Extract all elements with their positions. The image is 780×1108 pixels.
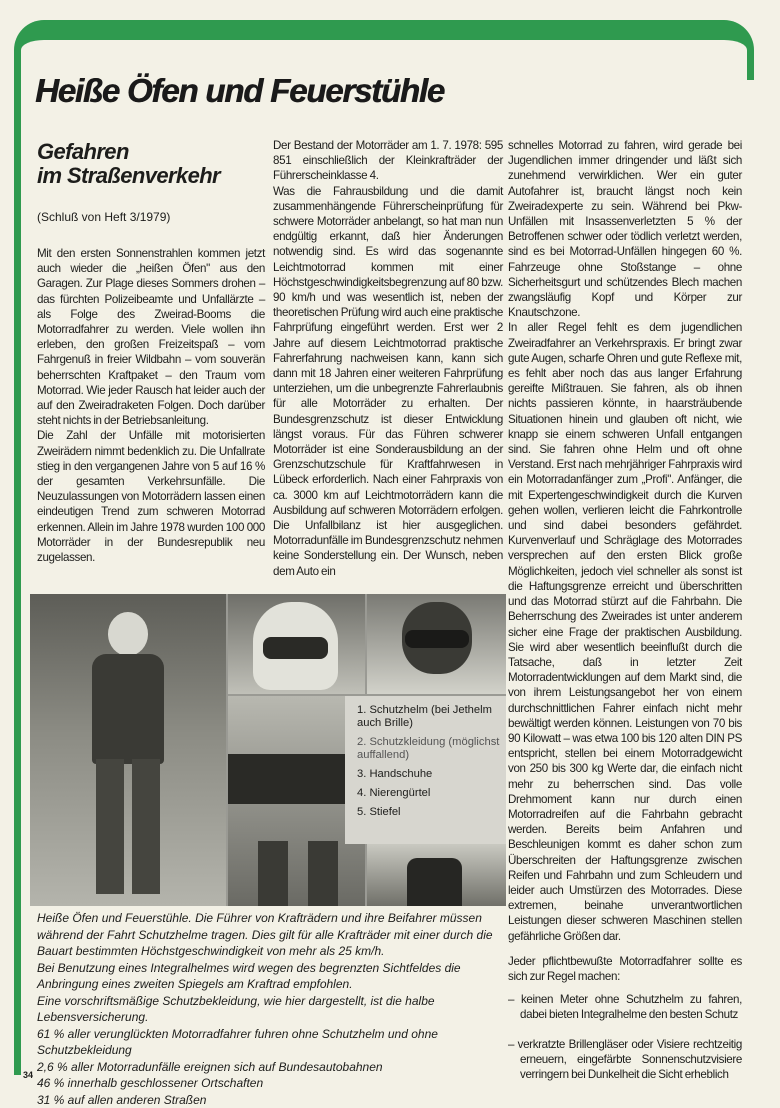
photo-jet-helmet-goggles [367, 594, 506, 694]
column-1 [37, 246, 265, 565]
photo-rider-full-body [30, 594, 226, 906]
paragraph: schnelles Motorrad zu fahren, wird gerade bei Jugendlichen immer dringender und läßt sich zunehmend verwirklichen. Wer ein guter Autofahrer ist, braucht längst noch kein Zweiradexperte zu sein. Während bei Pkw-Unfällen mit Insassenverletzten 5 % der Betroffenen schwer oder tödlich verletzt werden, sind es bei Motorrad-Unfällen hingegen 60 %. Fahrzeuge ohne Stoßstange – ohne Sicherheitsgurt und schützendes Blech machen zwangsläufig Kopf und Körper zur Knautschzone. [508, 138, 742, 320]
legend-item: 5. Stiefel [357, 806, 506, 819]
paragraph: Der Bestand der Motorräder am 1. 7. 1978: 595 851 einschließlich der Kleinkrafträder der Führerscheinklasse 4. [273, 138, 503, 184]
rule-item: – verkratzte Brillengläser oder Visiere rechtzeitig erneuern, eingefärbte Sonnenschutzvisiere verringern bei Dunkelheit die Sicht erheblich [508, 1037, 742, 1083]
caption-line: 46 % innerhalb geschlossener Ortschaften [37, 1075, 512, 1092]
green-frame-left [14, 70, 21, 1075]
rules-list [508, 992, 742, 1082]
page-title: Heiße Öfen und Feuerstühle [35, 72, 444, 110]
photo-collage [30, 594, 506, 906]
equipment-legend [345, 696, 506, 844]
legend-item: 3. Handschuhe [357, 768, 506, 781]
column-3 [508, 138, 742, 1096]
caption-line: 2,6 % aller Motorradunfälle ereignen sich auf Bundesautobahnen [37, 1059, 512, 1076]
caption-line: 61 % aller verunglückten Motorradfahrer fuhren ohne Schutzhelm und ohne Schutzbekleidung [37, 1026, 512, 1059]
legend-item: 2. Schutzkleidung (möglichst auffallend) [357, 736, 506, 762]
rule-item: – keinen Meter ohne Schutzhelm zu fahren, dabei bieten Integralhelme den besten Schutz [508, 992, 742, 1022]
caption-line: Bei Benutzung eines Integralhelmes wird wegen des begrenzten Sichtfeldes die Anbringung eines zweiten Spiegels am Kraftrad empfohlen. [37, 960, 512, 993]
paragraph: Was die Fahrausbildung und die damit zusammenhängende Führerscheinprüfung für schwere Motorräder anbelangt, so hat man nun endgültig erkannt, daß hier Änderungen notwendig sind. Es wird das sogenannte Leichtmotorrad kommen mit einer Höchstgeschwindigkeitsbegrenzung auf 80 bzw. 90 km/h und was wesentlich ist, neben der theoretischen Prüfung wird auch eine praktische Fahrprüfung eingeführt werden. Erst wer 2 Jahre auf diesem Leichtmotorrad praktische Fahrerfahrung nachweisen kann, kann sich dann mit 18 Jahren einer weiteren Fahrprüfung unterziehen, um die unbegrenzte Fahrerlaubnis für alle Motorräder zu erhalten. Der Bundesgrenzschutz ist dieser Entwicklung längst voraus. Für das Führen schwerer Motorräder ist eine Sonderausbildung an der Grenzschutzschule für Kraftfahrwesen in Lübeck erforderlich. Nach einer Fahrpraxis von ca. 3000 km auf Leichtmotorrädern kann die Ausbildung auf schweren Motorrädern erfolgen. Die Unfallbilanz ist hier ausgeglichen. Motorradunfälle im Bundesgrenzschutz nehmen keine Sonderstellung ein. Der Wunsch, neben dem Auto ein [273, 184, 503, 579]
legend-item: 4. Nierengürtel [357, 787, 506, 800]
photo-boots [367, 844, 506, 906]
paragraph: Jeder pflichtbewußte Motorradfahrer sollte es sich zur Regel machen: [508, 954, 742, 984]
subtitle-line: Gefahren [37, 140, 220, 164]
photo-integral-helmet [228, 594, 365, 694]
paragraph: In aller Regel fehlt es dem jugendlichen Zweiradfahrer an Verkehrspraxis. Er bringt zwar gute Augen, scharfe Ohren und gute Reflexe mit, es fehlt aber noch das aus langer Erfahrung gereifte Mißtrauen. Sie fahren, als ob ihnen nichts passieren könnte, in haarsträubende Situationen hinein und glauben oft nicht, wie knapp sie einem schweren Unfall entgangen sind. Sie fahren ohne Helm und oft ohne Verstand. Erst nach mehrjähriger Fahrpraxis wird ein Motorradanfänger zum „Profi". Anfänger, die mit Expertengeschwindigkeit durch die Kurven gehen wollen, verlieren leicht die Fahrkontrolle und sind dabei besonders gefährdet. Kurvenverlauf und Schräglage des Motorrades versprechen auf den ersten Blick große Möglichkeiten, jedoch viel schneller als sonst ist die Haftungsgrenze erreicht und überschritten und das Motorrad stürzt auf die Fahrbahn. Die Beherrschung des Zweirades ist unter anderem sicher eine Frage der praktischen Ausbildung. Sie wird aber wesentlich beeinflußt durch die Tatsache, daß in letzter Zeit Motorradentwicklungen auf dem Markt sind, die von ihrem Leistungsangebot her von einem durchschnittlichen Fahrer einfach nicht mehr bewältigt werden können. Leistungen von 70 bis 90 Kilowatt – was etwa 100 bis 120 alten DIN PS entspricht, stellen bei einem Motorradgewicht von 250 bis 300 kg Werte dar, die einfach nicht mehr zu beherrschen sind. Das volle Drehmoment kann nur durch einen Motorradreifen auf die Fahrbahn gebracht werden. Bereits beim Anfahren und Beschleunigen kommt es daher schon zum Überschreiten der Haftungsgrenze zwischen Reifen und Fahrbahn und zum Schleudern und leider auch Umstürzen des Motorrades. Diese extremen, beinahe unverantwortlichen Leistungen dieser schweren Maschinen stellen gefährliche Größen dar. [508, 320, 742, 943]
page-number: 34 [23, 1070, 33, 1080]
column-2 [273, 138, 503, 579]
legend-item: 1. Schutzhelm (bei Jethelm auch Brille) [357, 704, 506, 730]
continuation-note: (Schluß von Heft 3/1979) [37, 210, 170, 224]
paragraph: Mit den ersten Sonnenstrahlen kommen jetzt auch wieder die „heißen Öfen" aus den Garagen. Zur Plage dieses Sommers drohen – das fürchten Polizeibeamte und Unfallärzte – als Folge des Zweirad-Booms die Motorradfahrer zu werden. Viele wollen ihn erleben, den großen Freizeitspaß – vom Fahrgenuß in freier Wildbahn – vom souverän beherrschten Kraftpaket – den Traum vom Motorrad. Wie jeder Rausch hat leider auch der auf den Zweiradraketen Folgen. Doch darüber steht nichts in der Betriebsanleitung. [37, 246, 265, 428]
caption-line: Eine vorschriftsmäßige Schutzbekleidung, wie hier dargestellt, ist die halbe Lebensversicherung. [37, 993, 512, 1026]
paragraph: Die Zahl der Unfälle mit motorisierten Zweirädern nimmt bedenklich zu. Die Unfallrate stieg in den vergangenen Jahre von 5 auf 16 % der gesamten Verkehrsunfälle. Die Neuzulassungen von Motorrädern lassen einen eindeutigen Trend zum schweren Motorrad erkennen. Allein im Jahre 1978 wurden 100 000 Motorräder in der Bundesrepublik neu zugelassen. [37, 428, 265, 565]
caption-line: Heiße Öfen und Feuerstühle. Die Führer von Krafträdern und ihre Beifahrer müssen während der Fahrt Schutzhelme tragen. Dies gilt für alle Krafträder mit einer durch die Bauart bestimmten Höchstgeschwindigkeit von mehr als 25 km/h. [37, 910, 512, 960]
subtitle-line: im Straßenverkehr [37, 164, 220, 188]
green-frame-top [14, 20, 754, 80]
caption-line: 31 % auf allen anderen Straßen [37, 1092, 512, 1108]
photo-caption [37, 910, 512, 1108]
article-subtitle [37, 140, 220, 188]
